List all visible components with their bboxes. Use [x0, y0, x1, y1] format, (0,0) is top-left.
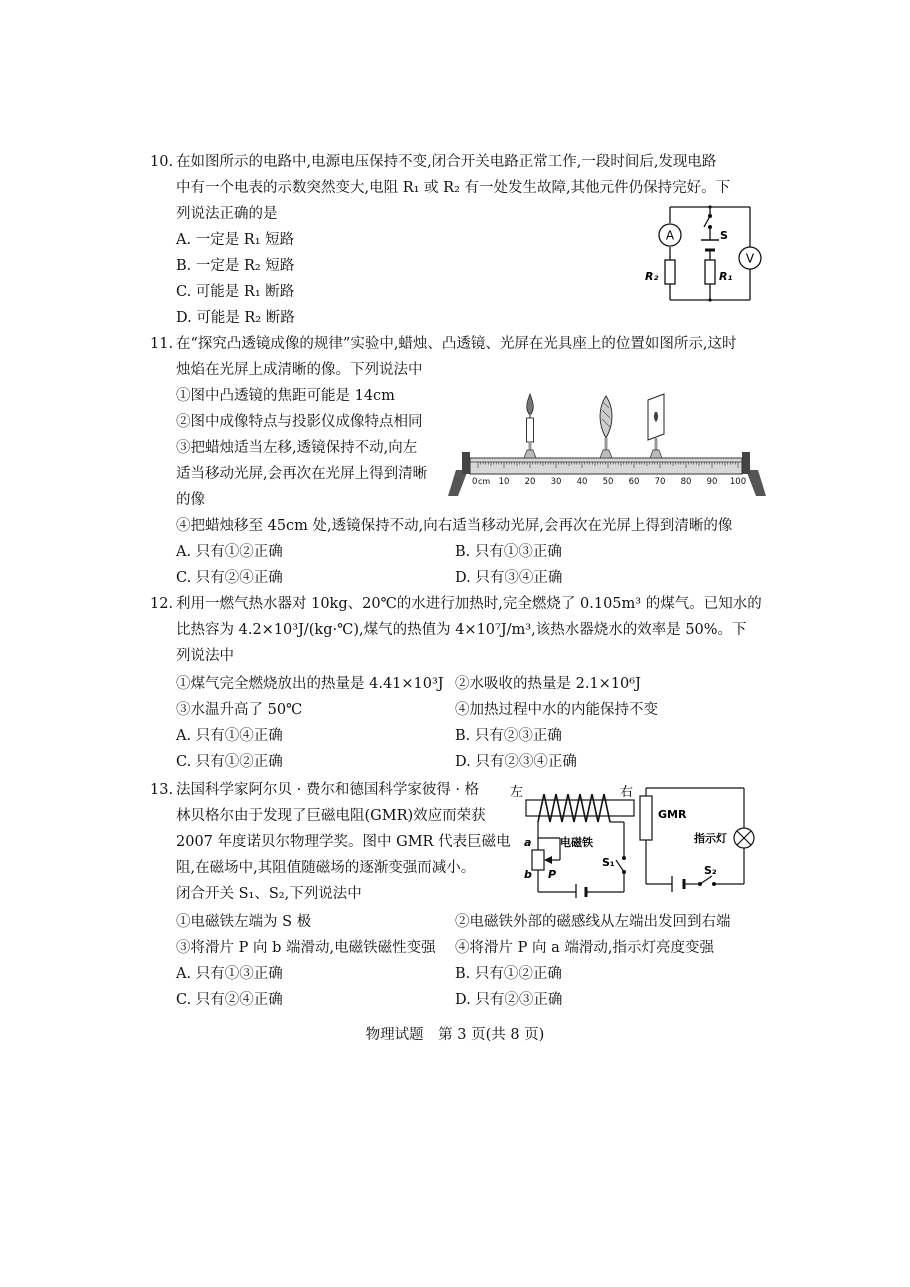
terminal-a-label: a [524, 836, 532, 849]
option-d: D. 可能是 R₂ 断路 [176, 310, 295, 326]
ammeter-icon [659, 224, 681, 246]
ammeter-label: A [665, 228, 675, 243]
indicator-lamp-label: 指示灯 [694, 832, 727, 845]
question-text-line: 列说法中 [176, 648, 234, 664]
question-number: 12. [150, 596, 174, 612]
terminal-b-label: b [524, 868, 532, 881]
option-b: B. 只有①②正确 [455, 966, 562, 982]
option-a: A. 只有①③正确 [176, 966, 283, 982]
question-text-line: 比热容为 4.2×10³J/(kg·℃),煤气的热值为 4×10⁷J/m³,该热水器烧水的效率是 50%。下 [176, 622, 747, 638]
ruler-label: 40 [576, 477, 588, 487]
statement-3: ③水温升高了 50℃ [176, 702, 303, 718]
r2-label: R₂ [645, 270, 659, 283]
statement-3-cont: 适当移动光屏,会再次在光屏上得到清晰 [176, 466, 428, 482]
optical-bench-diagram [448, 388, 766, 500]
statement-2: ②电磁铁外部的磁感线从左端出发回到右端 [455, 914, 731, 930]
question-text-line: 法国科学家阿尔贝 · 费尔和德国科学家彼得 · 格 [176, 782, 480, 798]
ruler-label: 20 [524, 477, 536, 487]
ruler-label: 100 [729, 477, 747, 487]
ruler-label: 0 [472, 477, 478, 487]
switch-icon [704, 215, 711, 229]
voltmeter-icon [739, 247, 761, 269]
r1-label: R₁ [719, 270, 733, 283]
question-text-line: 利用一燃气热水器对 10kg、20℃的水进行加热时,完全燃烧了 0.105m³ 的煤气。已知水的 [176, 596, 762, 612]
option-c: C. 只有②④正确 [176, 570, 283, 586]
convex-lens-icon [600, 396, 612, 458]
ruler-label: 90 [706, 477, 718, 487]
battery-icon [701, 240, 719, 250]
slider-arrow-icon [544, 856, 552, 864]
statement-2: ②图中成像特点与投影仪成像特点相同 [176, 414, 423, 430]
option-a: A. 只有①②正确 [176, 544, 283, 560]
statement-1: ①煤气完全燃烧放出的热量是 4.41×10³J [176, 676, 444, 692]
ruler-label: 50 [602, 477, 614, 487]
ruler-label: 10 [498, 477, 510, 487]
switch-label: S [720, 229, 728, 242]
question-text-line: 林贝格尔由于发现了巨磁电阻(GMR)效应而荣获 [176, 808, 486, 824]
circuit-diagram-q10 [640, 202, 775, 310]
option-b: B. 只有②③正确 [455, 728, 562, 744]
ruler-label: 70 [654, 477, 666, 487]
question-number: 13. [150, 782, 174, 798]
statement-2: ②水吸收的热量是 2.1×10⁶J [455, 676, 641, 692]
option-b: B. 只有①③正确 [455, 544, 562, 560]
bench-end-right [742, 452, 750, 474]
gmr-label: GMR [658, 808, 687, 821]
electromagnet-label: 电磁铁 [560, 836, 593, 849]
page-footer: 物理试题 第 3 页(共 8 页) [365, 1027, 545, 1043]
question-number: 11. [150, 336, 174, 352]
left-end-label: 左 [510, 785, 524, 800]
light-screen-icon [648, 394, 664, 458]
question-text-line: 列说法正确的是 [176, 206, 278, 222]
switch-s2-icon [699, 876, 716, 885]
ruler-label: 60 [628, 477, 640, 487]
question-text-line: 烛焰在光屏上成清晰的像。下列说法中 [176, 362, 423, 378]
question-number: 10. [150, 154, 174, 170]
option-b: B. 一定是 R₂ 短路 [176, 258, 295, 274]
gmr-resistor [640, 796, 652, 840]
question-text-line: 阻,在磁场中,其阻值随磁场的逐渐变强而减小。 [176, 860, 476, 876]
indicator-lamp-icon [734, 828, 754, 848]
option-d: D. 只有②③正确 [455, 992, 563, 1008]
right-end-label: 右 [620, 785, 634, 800]
question-text-line: 在如图所示的电路中,电源电压保持不变,闭合开关电路正常工作,一段时间后,发现电路 [176, 154, 717, 170]
statement-4: ④加热过程中水的内能保持不变 [455, 702, 658, 718]
voltmeter-label: V [745, 251, 755, 266]
statement-1: ①图中凸透镜的焦距可能是 14cm [176, 388, 395, 404]
resistor-r2-icon [665, 260, 675, 284]
battery-icon [576, 884, 586, 898]
option-c: C. 可能是 R₁ 断路 [176, 284, 295, 300]
option-a: A. 一定是 R₁ 短路 [176, 232, 295, 248]
switch-s1-icon [616, 857, 625, 874]
switch-s2-label: S₂ [704, 864, 717, 877]
question-text-line: 中有一个电表的示数突然变大,电阻 R₁ 或 R₂ 有一处发生故障,其他元件仍保持完好。下 [176, 180, 731, 196]
gmr-circuit-diagram [508, 780, 770, 898]
ruler-labels [472, 477, 746, 487]
statement-4: ④把蜡烛移至 45cm 处,透镜保持不动,向右适当移动光屏,会再次在光屏上得到清晰的像 [176, 518, 733, 534]
statement-3-cont: 的像 [176, 492, 205, 508]
resistor-r1-icon [705, 260, 715, 284]
question-text-line: 2007 年度诺贝尔物理学奖。图中 GMR 代表巨磁电 [176, 834, 511, 850]
bench-end-left [462, 452, 470, 474]
statement-1: ①电磁铁左端为 S 极 [176, 914, 312, 930]
ruler-label: 30 [550, 477, 562, 487]
option-d: D. 只有③④正确 [455, 570, 563, 586]
statement-4: ④将滑片 P 向 a 端滑动,指示灯亮度变强 [455, 940, 714, 956]
bench-rail [470, 458, 742, 474]
ruler-unit: cm [478, 477, 491, 486]
statement-3: ③将滑片 P 向 b 端滑动,电磁铁磁性变强 [176, 940, 436, 956]
option-d: D. 只有②③④正确 [455, 754, 577, 770]
rheostat-icon [532, 850, 544, 870]
candle-icon [524, 394, 536, 458]
question-text-line: 在“探究凸透镜成像的规律”实验中,蜡烛、凸透镜、光屏在光具座上的位置如图所示,这时 [176, 336, 737, 352]
option-c: C. 只有②④正确 [176, 992, 283, 1008]
battery-right-icon [672, 876, 684, 892]
option-a: A. 只有①④正确 [176, 728, 283, 744]
switch-s1-label: S₁ [602, 856, 615, 869]
option-c: C. 只有①②正确 [176, 754, 283, 770]
statement-3: ③把蜡烛适当左移,透镜保持不动,向左 [176, 440, 418, 456]
ruler-label: 80 [680, 477, 692, 487]
question-text-line: 闭合开关 S₁、S₂,下列说法中 [176, 886, 362, 902]
slider-p-label: P [548, 868, 557, 881]
